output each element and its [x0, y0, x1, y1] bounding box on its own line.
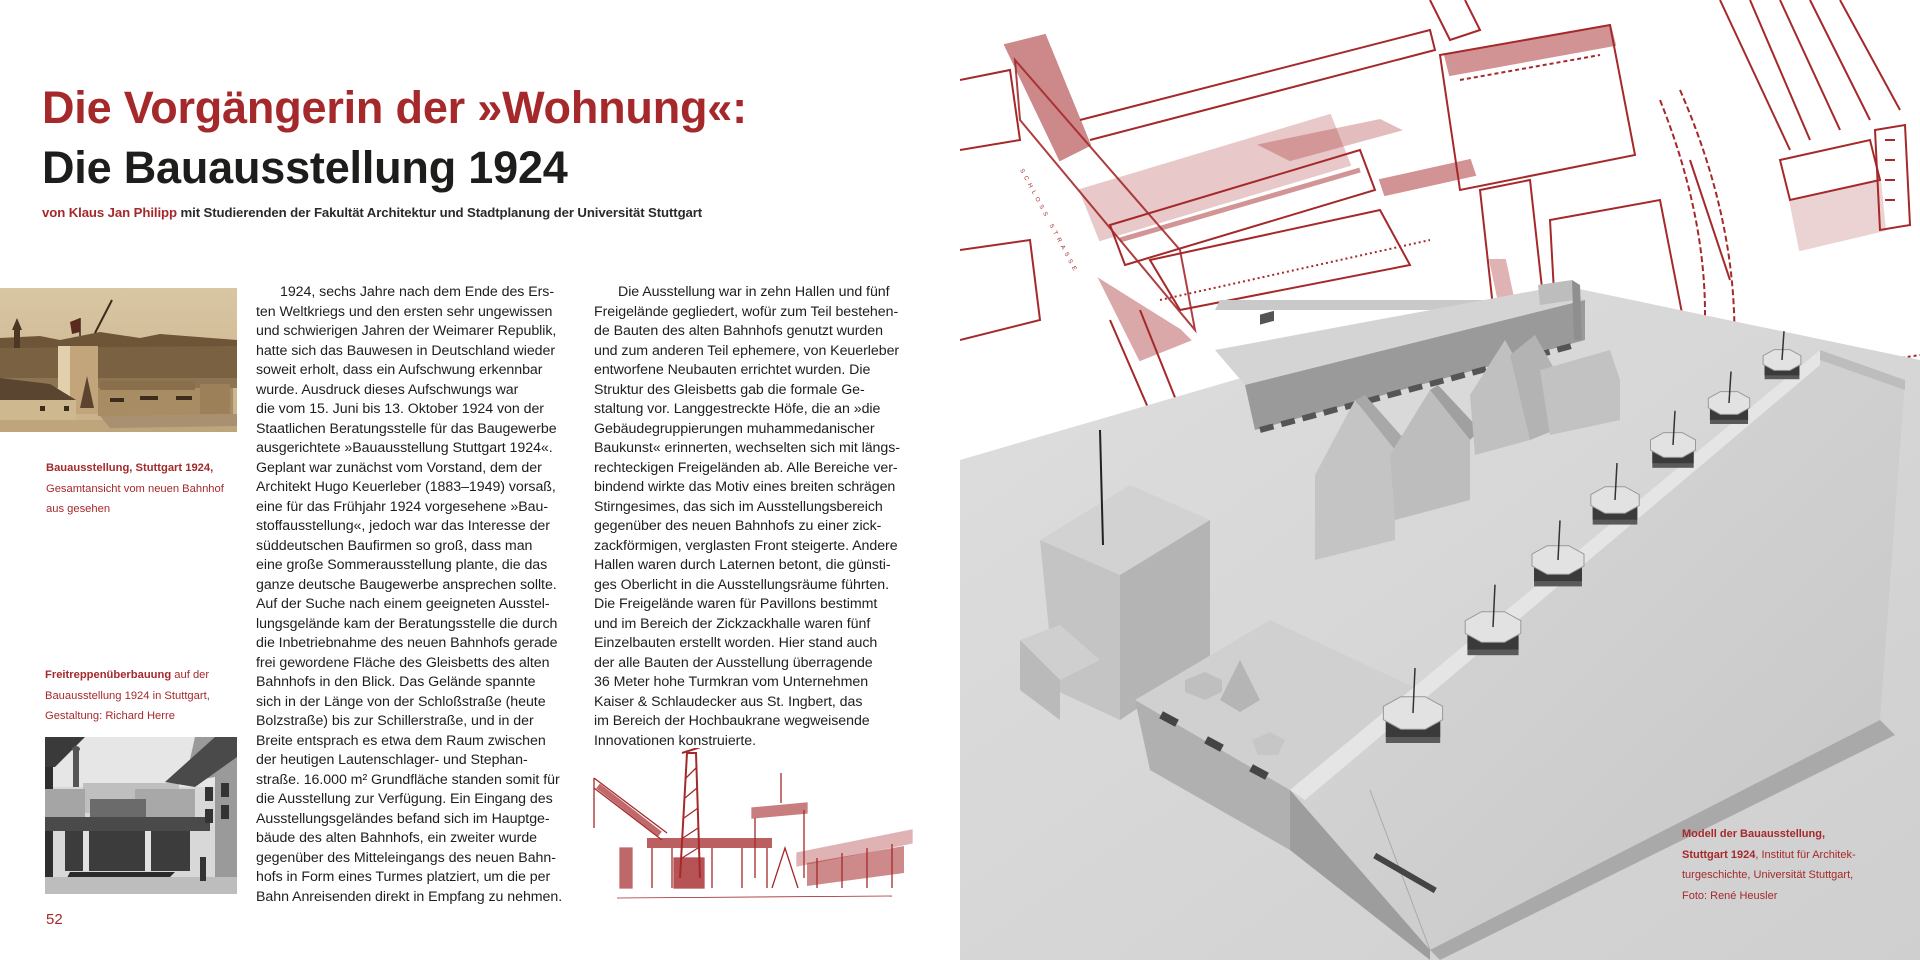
body-text-line: lungsgelände kam der Beratungsstelle die durch — [256, 615, 558, 632]
body-text-line: Baukunst« erinnerten, wechselten sich mit längs- — [594, 440, 900, 456]
caption-overview-photo — [46, 458, 236, 520]
body-text-line: stoffausstellung«, jedoch war das Interesse der — [256, 518, 550, 534]
body-text-line: staltung vor. Langgestreckte Höfe, die an »die — [594, 401, 881, 417]
exhibition-model-photo — [960, 0, 1920, 960]
body-text-line: de Bauten des alten Bahnhofs genutzt wurden — [594, 323, 883, 339]
body-text-line: Breite entsprach es etwa dem Raum zwischen — [256, 732, 546, 749]
body-column-2 — [594, 283, 924, 751]
body-text-line: wurde. Ausdruck dieses Aufschwungs war — [256, 381, 519, 398]
title-line-red: Die Vorgängerin der »Wohnung«: — [42, 82, 747, 133]
body-text-line: hatte sich das Bauwesen in Deutschland wieder — [256, 342, 556, 359]
body-text-line: Die Freigelände waren für Pavillons bestimmt — [594, 596, 878, 612]
body-text-line: der alle Bauten der Ausstellung überragende — [594, 654, 873, 671]
body-text-line: soweit erholt, dass ein Aufschwung erkennbar — [256, 362, 543, 378]
caption-3-line: turgeschichte, Universität Stuttgart, — [1682, 869, 1854, 881]
byline — [42, 205, 702, 220]
body-text-line: der heutigen Lautenschlager- und Stephan- — [256, 752, 528, 768]
caption-3-line: Foto: René Heusler — [1682, 889, 1778, 902]
body-text-line: Die Ausstellung war in zehn Hallen und fünf — [618, 284, 890, 300]
caption-2-line: Bauausstellung 1924 in Stuttgart, — [45, 689, 210, 702]
caption-1-bold: Bauausstellung, Stuttgart 1924, — [46, 462, 214, 474]
body-text-line: bäude des alten Bahnhofs, ein zweiter wurde — [256, 830, 537, 846]
body-text-line: süddeutschen Baufirmen so groß, dass man — [256, 537, 533, 554]
body-text-line: bindend wirkte das Motiv eines breiten schrägen — [594, 479, 896, 495]
body-text-line: hofs in Form eines Turmes platziert, um die per — [256, 869, 551, 885]
body-text-line: sich in der Länge von der Schloßstraße (heute — [256, 693, 546, 710]
body-text-line: ganze deutsche Baugewerbe ansprechen sollte. — [256, 576, 557, 593]
byline-rest: mit Studierenden der Fakultät Architektur und Stadtplanung der Universität Stuttgart — [176, 205, 703, 220]
article-title — [42, 78, 747, 198]
caption-3-bold: Modell der Bauausstellung, — [1682, 828, 1826, 840]
body-text-line: und im Bereich der Zickzackhalle waren fünf — [594, 615, 871, 632]
body-text-line: 1924, sechs Jahre nach dem Ende des Ers- — [280, 284, 555, 300]
body-text-line: Einzelbauten erstellt worden. Hier stand auch — [594, 635, 878, 651]
body-column-1 — [256, 283, 586, 907]
caption-1-line: aus gesehen — [46, 503, 111, 515]
body-text-line: Freigelände gegliedert, wofür zum Teil bestehen- — [594, 303, 899, 320]
caption-staircase-photo — [45, 665, 245, 727]
body-text-line: Stirngesimes, das sich im Ausstellungsbereich — [594, 498, 883, 515]
body-text-line: eine für das Frühjahr 1924 vorgesehene »Bau- — [256, 498, 548, 515]
body-text-line: Staatlichen Beratungsstelle für das Baugewerbe — [256, 420, 557, 437]
body-text-line: die Inbetriebnahme des neuen Bahnhofs gerade — [256, 635, 558, 651]
body-text-line: die vom 15. Juni bis 13. Oktober 1924 von der — [256, 401, 544, 417]
body-text-line: ges Oberlicht in die Ausstellungsräume führten. — [594, 576, 889, 593]
body-text-line: ten Weltkriegs und den ersten sehr ungewissen — [256, 303, 553, 320]
body-text-line: und schwierigen Jahren der Weimarer Republik, — [256, 323, 557, 339]
body-text-line: die Ausstellung zur Verfügung. Ein Eingang des — [256, 791, 553, 807]
caption-2-rest: auf der — [171, 669, 210, 681]
body-text-line: im Bereich der Hochbaukrane wegweisende — [594, 713, 870, 729]
body-text-line: Kaiser & Schlaudecker aus St. Ingbert, das — [594, 693, 863, 710]
caption-2-bold: Freitreppenüberbauung — [45, 669, 172, 681]
body-text-line: rechteckigen Freigeländen ab. Alle Bereiche ver- — [594, 459, 898, 476]
body-text-line: Gebäudegruppierungen muhammedanischer — [594, 420, 875, 437]
right-page — [960, 0, 1920, 960]
caption-1-line: Gesamtansicht vom neuen Bahnhof — [46, 482, 224, 495]
body-text-line: ausgerichtete »Bauausstellung Stuttgart 1924«. — [256, 440, 553, 456]
body-text-line: Bolzstraße) bis zur Schillerstraße, und in der — [256, 713, 534, 729]
body-text-line: gegenüber des Mitteleingangs des neuen Bahn- — [256, 849, 556, 866]
tower-crane-sketch — [592, 748, 914, 906]
body-text-line: Hallen waren durch Laternen betont, die günsti- — [594, 557, 891, 573]
byline-author: von Klaus Jan Philipp — [42, 205, 177, 220]
body-text-line: Struktur des Gleisbetts gab die formale Ge- — [594, 381, 865, 398]
body-text-line: und zum anderen Teil ephemere, von Keuerleber — [594, 342, 900, 359]
page-number: 52 — [46, 911, 63, 928]
map-label-schlossstrasse: SCHLOSS STRASSE — [1018, 168, 1080, 276]
body-text-line: entworfene Neubauten errichtet wurden. Die — [594, 362, 871, 378]
body-text-line: Bahnhofs in den Blick. Das Gelände spannte — [256, 674, 536, 690]
body-text-line: Auf der Suche nach einem geeigneten Ausstel- — [256, 596, 550, 612]
staircase-canopy-photo — [45, 737, 237, 894]
caption-2-line: Gestaltung: Richard Herre — [45, 710, 175, 722]
body-text-line: zackförmigen, verglasten Front steigerte. Andere — [594, 537, 898, 554]
body-text-line: straße. 16.000 m² Grundfläche standen somit für — [256, 771, 560, 788]
body-text-line: Bahn Anreisenden direkt in Empfang zu nehmen. — [256, 888, 563, 905]
caption-model-photo — [1682, 824, 1882, 906]
body-text-line: gegenüber des neuen Bahnhofs zu einer zick- — [594, 518, 882, 534]
body-text-line: Innovationen konstruierte. — [594, 732, 756, 749]
caption-3-bold: Stuttgart 1924 — [1682, 848, 1756, 861]
body-text-line: Ausstellungsgeländes befand sich im Hauptge- — [256, 810, 550, 827]
body-text-line: frei gewordene Fläche des Gleisbetts des alten — [256, 654, 550, 671]
body-text-line: Geplant war zunächst vom Vorstand, dem der — [256, 459, 542, 476]
title-line-black: Die Bauausstellung 1924 — [42, 142, 568, 193]
body-text-line: Architekt Hugo Keuerleber (1883–1949) vorsaß, — [256, 479, 556, 495]
body-text-line: 36 Meter hohe Turmkran vom Unternehmen — [594, 674, 869, 690]
exhibition-overview-photo — [0, 288, 237, 432]
body-text-line: eine große Sommerausstellung plante, die das — [256, 557, 548, 573]
caption-3-rest: , Institut für Architek- — [1755, 848, 1856, 861]
